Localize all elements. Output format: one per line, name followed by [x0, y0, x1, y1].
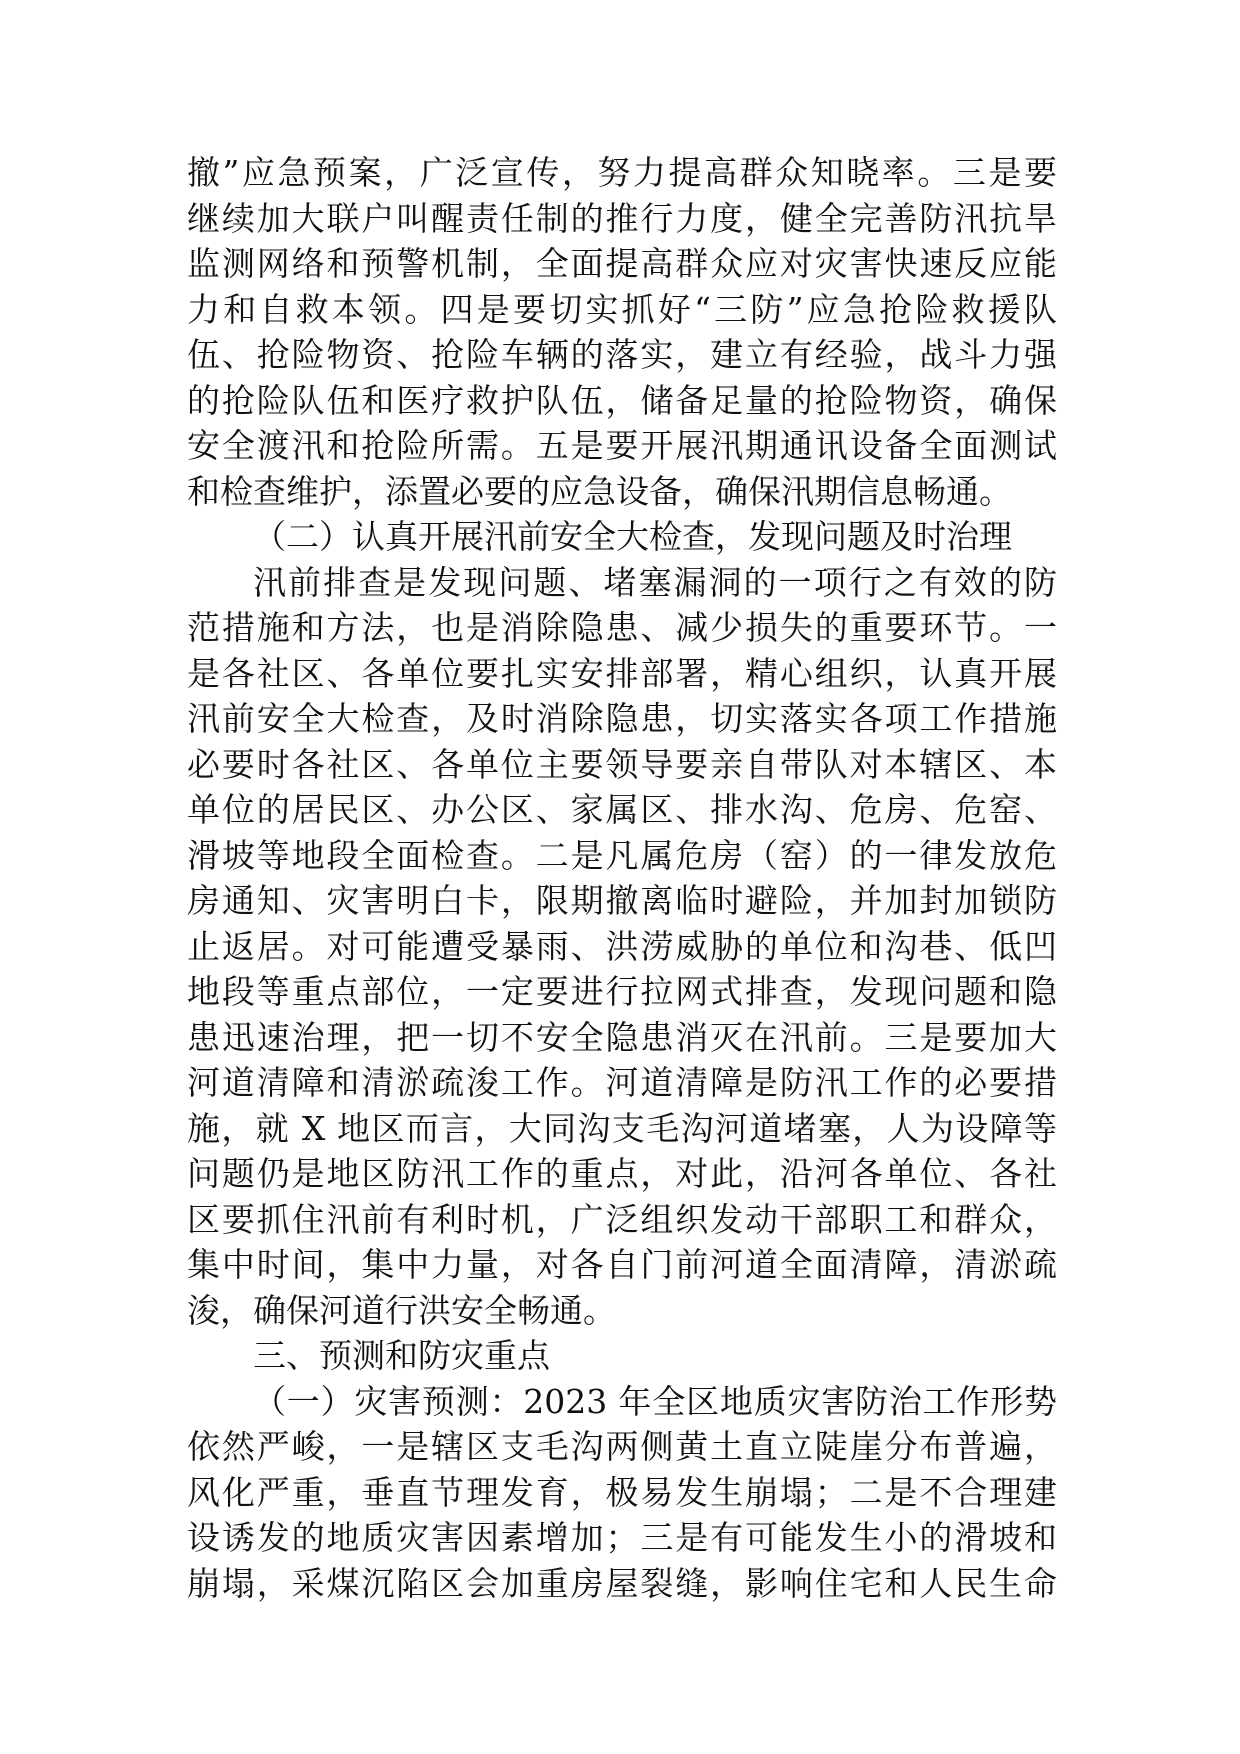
text-line: 地段等重点部位，一定要进行拉网式排查，发现问题和隐: [187, 972, 1057, 1011]
text-line: 集中时间，集中力量，对各自门前河道全面清障，清淤疏: [187, 1245, 1057, 1284]
text-line: 浚，确保河道行洪安全畅通。: [187, 1290, 616, 1330]
text-line: 患迅速治理，把一切不安全隐患消灭在汛前。三是要加大: [187, 1017, 1057, 1057]
text-line: 伍、抢险物资、抢险车辆的落实，建立有经验，战斗力强: [187, 335, 1057, 374]
text-line: 必要时各社区、各单位主要领导要亲自带队对本辖区、本: [187, 744, 1057, 784]
text-line: 监测网络和预警机制，全面提高群众应对灾害快速反应能: [187, 244, 1057, 283]
text-line: 单位的居民区、办公区、家属区、排水沟、危房、危窑、: [187, 790, 1057, 829]
text-line: 范措施和方法，也是消除隐患、减少损失的重要环节。一: [187, 608, 1057, 647]
text-line: 房通知、灾害明白卡，限期撤离临时避险，并加封加锁防: [187, 881, 1057, 920]
text-line: 止返居。对可能遭受暴雨、洪涝威胁的单位和沟巷、低凹: [187, 926, 1057, 966]
text-line: （二）认真开展汛前安全大检查，发现问题及时治理: [253, 517, 1012, 556]
text-line: 安全渡汛和抢险所需。五是要开展汛期通讯设备全面测试: [187, 426, 1057, 465]
text-line: 汛前安全大检查，及时消除隐患，切实落实各项工作措施: [187, 699, 1057, 738]
text-line: 是各社区、各单位要扎实安排部署，精心组织，认真开展: [187, 653, 1057, 693]
text-line: 河道清障和清淤疏浚工作。河道清障是防汛工作的必要措: [187, 1063, 1057, 1102]
text-line: 汛前排查是发现问题、堵塞漏洞的一项行之有效的防: [253, 562, 1057, 602]
text-line: 区要抓住汛前有利时机，广泛组织发动干部职工和群众，: [187, 1199, 1057, 1239]
text-line: 继续加大联户叫醒责任制的推行力度，健全完善防汛抗旱: [187, 198, 1057, 238]
body-text: [187, 150, 1057, 1606]
text-line: 问题仍是地区防汛工作的重点，对此，沿河各单位、各社: [187, 1154, 1057, 1193]
text-line: （一）灾害预测：2023 年全区地质灾害防治工作形势: [253, 1381, 1057, 1421]
text-line: 力和自救本领。四是要切实抓好“三防”应急抢险救援队: [187, 289, 1057, 329]
text-line: 施，就 X 地区而言，大同沟支毛沟河道堵塞，人为设障等: [187, 1108, 1057, 1148]
text-line: 崩塌，采煤沉陷区会加重房屋裂缝，影响住宅和人民生命: [187, 1563, 1057, 1603]
text-line: 三、预测和防灾重点: [253, 1336, 550, 1375]
text-line: 和检查维护，添置必要的应急设备，确保汛期信息畅通。: [187, 471, 1012, 511]
text-line: 设诱发的地质灾害因素增加；三是有可能发生小的滑坡和: [187, 1518, 1057, 1557]
text-line: 依然严峻，一是辖区支毛沟两侧黄土直立陡崖分布普遍，: [187, 1427, 1057, 1466]
text-line: 撤”应急预案，广泛宣传，努力提高群众知晓率。三是要: [187, 153, 1057, 192]
text-line: 滑坡等地段全面检查。二是凡属危房（窑）的一律发放危: [187, 835, 1057, 875]
text-line: 的抢险队伍和医疗救护队伍，储备足量的抢险物资，确保: [187, 380, 1057, 420]
text-line: 风化严重，垂直节理发育，极易发生崩塌；二是不合理建: [187, 1472, 1057, 1512]
